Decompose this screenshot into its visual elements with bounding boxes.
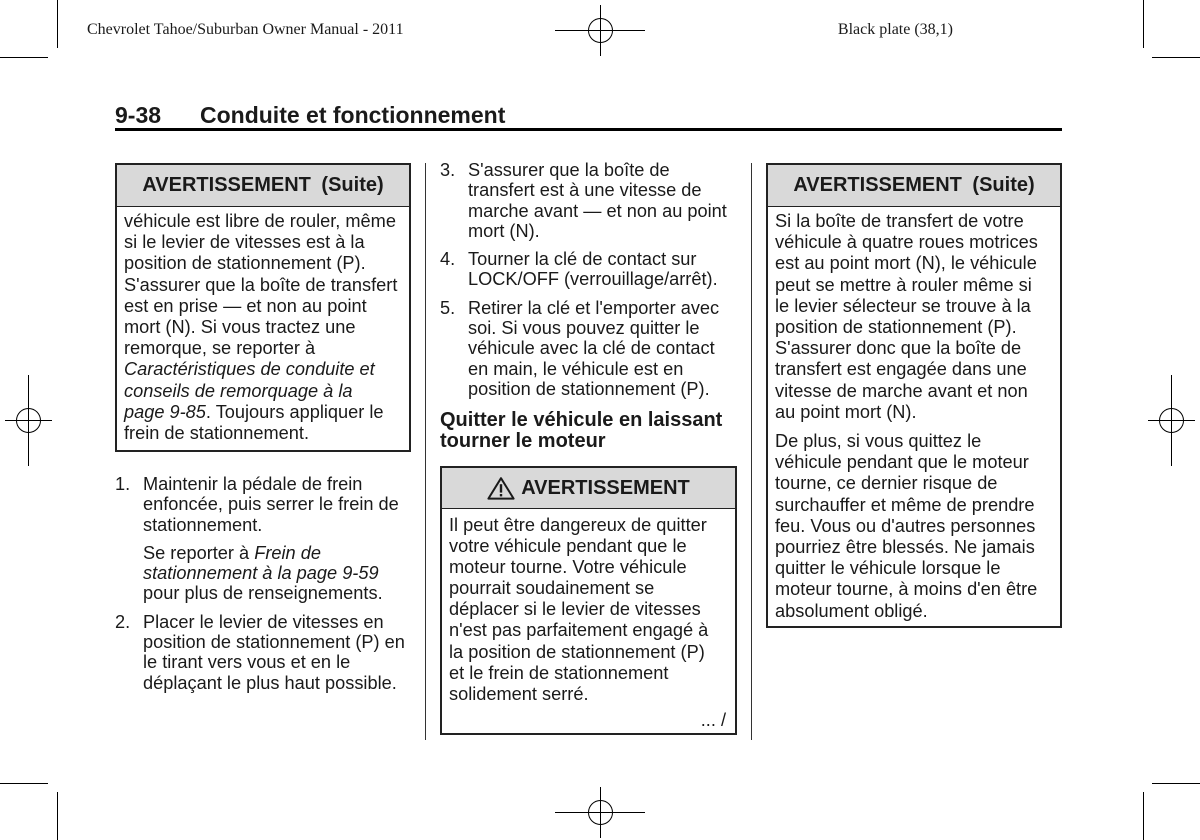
warning-paragraph <box>775 211 1053 423</box>
warning-text-line: votre véhicule pendant que le <box>449 536 687 557</box>
warning-text-line: le levier sélecteur se trouve à la <box>775 295 1031 316</box>
subsection-heading-line: tourner le moteur <box>440 430 606 452</box>
warning-triangle-icon <box>487 476 515 500</box>
warning-text-line: véhicule à quatre roues motrices <box>775 232 1038 253</box>
warning-text-line: moteur tourne, à moins d'en être <box>775 579 1038 600</box>
warning-box-title: AVERTISSEMENT (Suite) <box>768 165 1060 207</box>
warning-text-line: De plus, si vous quittez le <box>775 431 982 452</box>
step-text-line: mort (N). <box>468 220 540 241</box>
warning-text-fragment: . Toujours appliquer le <box>205 401 384 422</box>
warning-box-title: AVERTISSEMENT (Suite) <box>117 165 409 207</box>
registration-mark-bottom <box>555 787 645 838</box>
step-text-line: marche avant — et non au point <box>468 200 727 221</box>
step-text-line: soi. Si vous pouvez quitter le <box>468 318 700 339</box>
warning-text-line: est en prise — et non au point <box>124 295 367 316</box>
warning-text-line: si le levier de vitesses est à la <box>124 232 365 253</box>
registration-mark-left <box>5 375 52 466</box>
warning-text-line: absolument obligé. <box>775 600 928 621</box>
crop-mark-bottom-right <box>1144 784 1200 840</box>
cross-reference-text: page 9-85 <box>124 401 206 422</box>
step-text-line: transfert est à une vitesse de <box>468 180 702 201</box>
step-text-line: position de stationnement (P) en <box>143 632 405 653</box>
warning-text-line: pourrait soudainement se <box>449 578 655 599</box>
warning-text-line: véhicule est libre de rouler, même <box>124 211 396 231</box>
subsection-heading <box>440 410 722 452</box>
crop-mark-bottom-left <box>0 784 58 840</box>
continued-marker: ... / <box>700 709 726 730</box>
step-text-line: Tourner la clé de contact sur <box>468 249 697 270</box>
cross-reference-text: Caractéristiques de conduite et <box>124 359 375 380</box>
warning-text-line: tourne, ce dernier risque de <box>775 473 998 494</box>
section-title: Conduite et fonctionnement <box>200 102 506 128</box>
warning-box-continued <box>766 163 1062 628</box>
step-item <box>115 474 405 604</box>
procedure-steps-col1 <box>115 474 405 693</box>
step-text-line: Retirer la clé et l'emporter avec <box>468 297 720 318</box>
step-item <box>440 249 727 290</box>
step-item <box>115 612 405 693</box>
warning-box-title: AVERTISSEMENT <box>521 477 690 499</box>
step-text-line: Placer le levier de vitesses en <box>143 611 384 632</box>
warning-text-line: frein de stationnement. <box>124 423 310 444</box>
warning-text-line: feu. Vous ou d'autres personnes <box>775 515 1036 536</box>
warning-paragraph <box>775 431 1053 622</box>
step-item <box>440 160 727 241</box>
warning-text-line-reference <box>124 381 402 402</box>
page-number: 9-38 <box>115 102 162 128</box>
warning-text-line: solidement serré. <box>449 683 589 704</box>
step-number: 2. <box>115 611 131 632</box>
registration-mark-top <box>555 5 645 56</box>
step-text <box>143 612 405 693</box>
step-text-line: LOCK/OFF (verrouillage/arrêt). <box>468 269 718 290</box>
warning-box <box>440 466 737 735</box>
warning-text-line: et le frein de stationnement <box>449 662 669 683</box>
print-header-plate: Black plate (38,1) <box>837 21 953 38</box>
warning-text-line: moteur tourne. Votre véhicule <box>449 557 687 578</box>
print-header-manual-title: Chevrolet Tahoe/Suburban Owner Manual - 2011 <box>87 21 404 38</box>
step-number: 4. <box>440 249 456 270</box>
step-number: 1. <box>115 474 131 494</box>
warning-text-line-reference <box>124 359 402 380</box>
subsection-heading-line: Quitter le véhicule en laissant <box>440 409 723 431</box>
warning-text-line: mort (N). Si vous tractez une <box>124 317 356 338</box>
warning-box-body <box>117 207 409 444</box>
warning-text-line: véhicule pendant que le moteur <box>775 452 1029 473</box>
step-text-line: stationnement. <box>143 514 263 535</box>
warning-box-continued <box>115 163 411 452</box>
warning-text-line: position de stationnement (P). <box>775 317 1017 338</box>
registration-mark-right <box>1148 375 1195 466</box>
step-text-line: déplaçant le plus haut possible. <box>143 672 397 693</box>
step-number: 5. <box>440 297 456 318</box>
step-item <box>440 298 727 399</box>
warning-text-line: peut se mettre à rouler même si <box>775 274 1032 295</box>
column-divider-right <box>751 163 752 740</box>
warning-text-line: remorque, se reporter à <box>124 338 316 359</box>
warning-text-line: position de stationnement (P). <box>124 253 366 274</box>
warning-text-line: surchauffer et même de prendre <box>775 494 1035 515</box>
warning-text-line: Si la boîte de transfert de votre <box>775 211 1024 231</box>
column-divider-left <box>425 163 426 740</box>
step-text-line: Maintenir la pédale de frein <box>143 474 363 494</box>
step-text-line: enfoncée, puis serrer le frein de <box>143 494 399 515</box>
step-text-line: position de stationnement (P). <box>468 378 710 399</box>
warning-text-line: quitter le véhicule lorsque le <box>775 558 1001 579</box>
step-number: 3. <box>440 160 456 180</box>
cross-reference-text: conseils de remorquage à la <box>124 380 353 401</box>
warning-text-line: Il peut être dangereux de quitter <box>449 515 707 535</box>
step-text <box>468 160 727 241</box>
crop-mark-top-left <box>0 0 58 58</box>
warning-text-line: pourriez être blessés. Ne jamais <box>775 537 1035 558</box>
warning-text-line: S'assurer donc que la boîte de <box>775 338 1022 359</box>
warning-text-line: au point mort (N). <box>775 401 917 422</box>
note-text-fragment: Se reporter à <box>143 542 250 563</box>
cross-reference-text: stationnement à la page 9-59 <box>143 563 379 584</box>
heading-rule <box>115 128 1062 131</box>
note-line <box>143 543 399 563</box>
crop-mark-top-right <box>1144 0 1200 58</box>
warning-text-line: S'assurer que la boîte de transfert <box>124 274 398 295</box>
warning-text-line: déplacer si le levier de vitesses <box>449 599 701 620</box>
warning-text-line: est au point mort (N), le véhicule <box>775 253 1037 274</box>
note-line: pour plus de renseignements. <box>143 583 383 604</box>
note-line <box>143 563 399 583</box>
warning-text-line: transfert est engagée dans une <box>775 359 1027 380</box>
step-text-line: véhicule avec la clé de contact <box>468 338 715 359</box>
warning-box-body <box>442 509 735 731</box>
step-text-line: en main, le véhicule est en <box>468 358 684 379</box>
cross-reference-text: Frein de <box>254 542 321 563</box>
step-text-line: S'assurer que la boîte de <box>468 160 670 180</box>
warning-text-line: la position de stationnement (P) <box>449 641 705 662</box>
procedure-steps-col2 <box>440 160 727 399</box>
warning-text-line-mixed <box>124 402 402 423</box>
step-see-also-note <box>143 543 399 604</box>
step-text-line: le tirant vers vous et en le <box>143 652 351 673</box>
step-text <box>143 474 399 604</box>
warning-box-header <box>442 468 735 509</box>
warning-box-body <box>768 207 1060 622</box>
step-text <box>468 298 719 399</box>
warning-text-line: vitesse de marche avant et non <box>775 380 1028 401</box>
warning-text-line: n'est pas parfaitement engagé à <box>449 620 709 641</box>
step-text <box>468 249 718 290</box>
